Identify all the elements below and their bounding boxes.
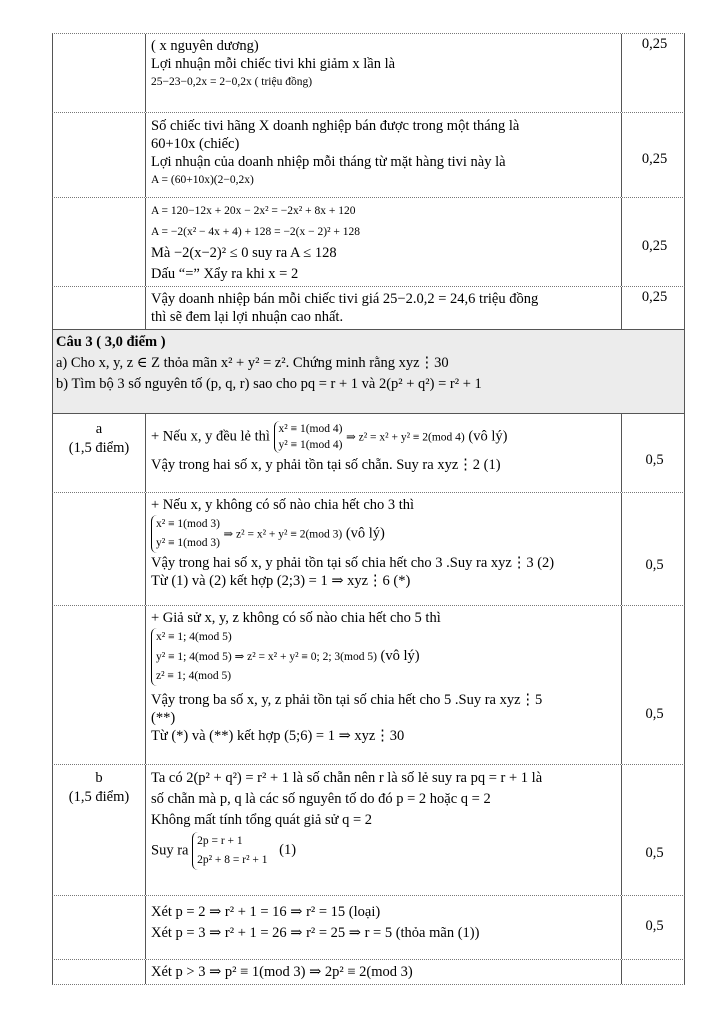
label-cell: [53, 493, 146, 605]
equation: y² ≡ 1(mod 3): [156, 537, 220, 549]
text-line: Xét p = 2 ⇒ r² + 1 = 16 ⇒ r² = 15 (loại): [151, 904, 381, 920]
score: 0,5: [645, 557, 664, 573]
label-cell: [53, 765, 146, 895]
text: (vô lý): [376, 648, 420, 664]
label-cell: [53, 34, 146, 112]
text-line: Lợi nhuận của doanh nhiệp mỗi tháng từ mặt hàng tivi này là: [151, 154, 506, 170]
table-row: [52, 765, 685, 896]
table-row: [52, 287, 685, 329]
table-row: [52, 198, 685, 287]
table-row: [52, 414, 685, 493]
question-title: Câu 3 ( 3,0 điểm ): [56, 334, 166, 350]
content-cell: [146, 606, 622, 764]
table-row: [52, 896, 685, 960]
text-line: Vậy doanh nhiệp bán mỗi chiếc tivi giá 25−2.0,2 = 24,6 triệu đồng: [151, 291, 539, 307]
text-line: Vậy trong ba số x, y, z phải tồn tại số chia hết cho 5 .Suy ra xyz⋮5: [151, 692, 543, 708]
label-cell: [53, 896, 146, 959]
score: 0,5: [645, 452, 664, 468]
text-line: Vậy trong hai số x, y phải tồn tại số chia hết cho 3 .Suy ra xyz⋮3 (2): [151, 555, 555, 571]
text-line: số chẵn mà p, q là các số nguyên tố do đó p = 2 hoặc q = 2: [151, 791, 491, 807]
label-cell: [53, 113, 146, 197]
question-part-b: b) Tìm bộ 3 số nguyên tố (p, q, r) sao cho pq = r + 1 và 2(p² + q²) = r² + 1: [56, 376, 482, 392]
equation: z² ≡ 1; 4(mod 5): [156, 670, 232, 682]
content-cell: [146, 960, 622, 984]
answer-table: [52, 33, 685, 985]
equation: x² ≡ 1; 4(mod 5): [156, 631, 232, 643]
equation-system: [151, 628, 420, 686]
text-line: [151, 514, 621, 554]
text-line: Số chiếc tivi hãng X doanh nghiệp bán được trong một tháng là: [151, 118, 520, 134]
equation: 2p = r + 1: [197, 835, 243, 847]
content-cell: [146, 765, 622, 895]
content-cell: [146, 414, 622, 492]
content-cell: [146, 493, 622, 605]
question-header: [52, 329, 685, 414]
text-line: 60+10x (chiếc): [151, 136, 240, 152]
score: 0,5: [645, 706, 664, 722]
score-cell: [623, 765, 686, 895]
implication: ⇒ z² = x² + y² ≡ 2(mod 3): [223, 528, 343, 541]
label-cell: [53, 198, 146, 286]
text-line: A = 120−12x + 20x − 2x² = −2x² + 8x + 120: [151, 205, 356, 217]
text-line: Không mất tính tổng quát giả sử q = 2: [151, 812, 373, 828]
equation: 2p² + 8 = r² + 1: [197, 854, 268, 866]
text-line: thì sẽ đem lại lợi nhuận cao nhất.: [151, 309, 344, 325]
text: (vô lý): [464, 428, 508, 445]
equation: x² ≡ 1(mod 4): [278, 423, 343, 435]
part-points: (1,5 điểm): [68, 440, 130, 456]
equation: x² ≡ 1(mod 3): [156, 518, 220, 530]
text-line: + Giả sử x, y, z không có số nào chia hết cho 5 thì: [151, 610, 441, 626]
text-line: Vậy trong hai số x, y phải tồn tại số chẵn. Suy ra xyz⋮2 (1): [151, 457, 501, 473]
score-cell: [623, 606, 686, 764]
part-points: (1,5 điểm): [68, 789, 130, 805]
content-cell: [146, 896, 622, 959]
equation-tag: (1): [279, 842, 297, 859]
text-line: Mà −2(x−2)² ≤ 0 suy ra A ≤ 128: [151, 245, 337, 261]
score-cell: [623, 896, 686, 959]
text-line: Lợi nhuận mỗi chiếc tivi khi giảm x lần là: [151, 56, 396, 72]
text-line: Xét p > 3 ⇒ p² ≡ 1(mod 3) ⇒ 2p² ≡ 2(mod 3): [151, 964, 413, 980]
text-line: (**): [151, 710, 176, 726]
text-line: [151, 831, 621, 871]
implication: ⇒ z² = x² + y² ≡ 2(mod 4): [346, 431, 465, 444]
score-cell: [623, 960, 686, 984]
part-label: b: [95, 770, 103, 786]
score-cell: [623, 34, 686, 112]
score: 0,25: [641, 36, 668, 52]
table-row: [52, 493, 685, 606]
score: 0,25: [641, 151, 668, 167]
content-cell: [146, 198, 622, 286]
text-line: Dấu “=” Xẩy ra khi x = 2: [151, 266, 299, 282]
text-line: A = −2(x² − 4x + 4) + 128 = −2(x − 2)² + 128: [151, 226, 361, 238]
label-cell: [53, 606, 146, 764]
text-line: + Nếu x, y không có số nào chia hết cho 3 thì: [151, 497, 415, 513]
equation-text: y² ≡ 1; 4(mod 5) ⇒ z² = x² + y² ≡ 0; 2; 3(mod 5): [156, 651, 377, 663]
text-line: Từ (*) và (**) kết hợp (5;6) = 1 ⇒ xyz⋮30: [151, 728, 405, 744]
text-line: Ta có 2(p² + q²) = r² + 1 là số chẵn nên r là số lẻ suy ra pq = r + 1 là: [151, 770, 543, 786]
label-cell: [53, 960, 146, 984]
score: 0,5: [645, 918, 664, 934]
content-cell: [146, 113, 622, 197]
score-cell: [623, 113, 686, 197]
label-cell: [53, 287, 146, 329]
equation-system: [151, 515, 220, 553]
text: Suy ra: [151, 842, 189, 859]
text-line: ( x nguyên dương): [151, 38, 259, 54]
score-cell: [623, 287, 686, 329]
part-label: a: [95, 421, 103, 437]
question-part-a: a) Cho x, y, z ∈ Z thỏa mãn x² + y² = z². Chứng minh rằng xyz⋮30: [56, 355, 449, 371]
text-line: 25−23−0,2x = 2−0,2x ( triệu đồng): [151, 76, 313, 88]
table-row: [52, 113, 685, 198]
score: 0,25: [641, 289, 668, 305]
table-row: [52, 606, 685, 765]
score: 0,25: [641, 238, 668, 254]
score-cell: [623, 198, 686, 286]
equation: y² ≡ 1(mod 4): [278, 439, 343, 451]
text-line: Xét p = 3 ⇒ r² + 1 = 26 ⇒ r² = 25 ⇒ r = 5 (thỏa mãn (1)): [151, 925, 480, 941]
score-cell: [623, 493, 686, 605]
text-line: [151, 420, 621, 454]
text-line: Từ (1) và (2) kết hợp (2;3) = 1 ⇒ xyz⋮6 (*): [151, 573, 411, 589]
text: + Nếu x, y đều lẻ thì: [151, 428, 270, 445]
text: (vô lý): [342, 525, 385, 542]
text-line: A = (60+10x)(2−0,2x): [151, 174, 254, 186]
content-cell: [146, 287, 622, 329]
table-row: [52, 33, 685, 113]
table-row: [52, 960, 685, 985]
score-cell: [623, 414, 686, 492]
equation-system: [192, 832, 267, 870]
text-line: [151, 627, 621, 687]
label-cell: [53, 414, 146, 492]
equation: [156, 647, 420, 667]
score: 0,5: [645, 845, 664, 861]
equation-system: [274, 421, 343, 453]
content-cell: [146, 34, 622, 112]
